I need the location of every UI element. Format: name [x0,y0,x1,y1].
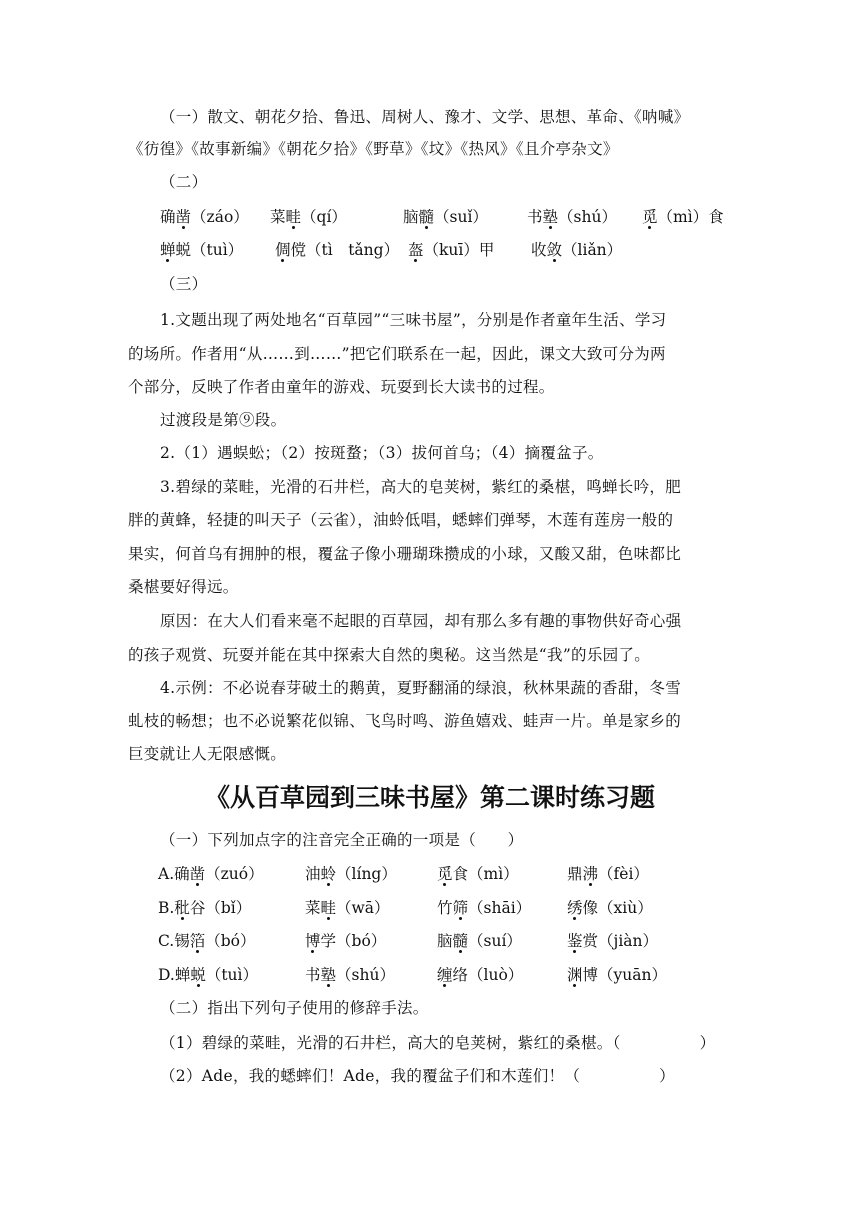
option-cell [158,898,251,918]
pinyin-item [403,207,488,227]
cell-prefix: 鼎 [567,865,583,883]
emphasized-char: 凿 [175,208,192,226]
part2-item: （2）Ade，我的蟋蟀们！Ade，我的覆盆子们和木莲们！（ ） [160,1067,675,1085]
option-cell [158,931,256,951]
option-cell [305,898,390,918]
cell-prefix: 脑 [437,932,453,950]
emphasized-char: 髓 [418,208,435,226]
answer-sec1-line2: 《彷徨》《故事新编》《朝花夕拾》《野草》《坟》《热风》《且介亭杂文》 [128,140,619,158]
emphasized-char: 髓 [452,932,469,950]
option-cell [305,864,397,884]
pinyin-item [270,207,347,227]
pinyin-item [160,207,249,227]
option-cell [567,864,649,884]
q1-line: 的场所。作者用“从……到……”把它们联系在一起，因此，课文大致可分为两 [128,345,666,363]
part2-question: （二）指出下列句子使用的修辞手法。 [160,999,429,1017]
q2-answer: 2.（1）遇蜈蚣；（2）按斑蝥；（3）拔何首乌；（4）摘覆盆子。 [160,444,604,462]
part2-item: （1）碧绿的菜畦，光滑的石井栏，高大的皂荚树，紫红的桑椹。（ ） [160,1034,716,1052]
cell-prefix: 书 [527,208,543,226]
q1-line: 个部分，反映了作者由童年的游戏、玩耍到长大读书的过程。 [128,378,555,396]
q3-line: 果实，何首乌有拥肿的根，覆盆子像小珊瑚珠攒成的小球，又酸又甜，色味都比 [128,545,682,563]
emphasized-char: 秕 [174,899,190,917]
answer-sec2-heading: （二） [160,173,208,191]
emphasized-char: 沸 [582,865,599,883]
emphasized-char: 畦 [320,899,337,917]
answer-sec3-heading: （三） [160,275,208,293]
q1-transition: 过渡段是第⑨段。 [160,411,287,429]
cell-suffix: （suí） [468,932,522,950]
cell-suffix: 络（luò） [452,966,524,984]
cell-prefix: 收 [531,241,547,259]
q1-line: 1.文题出现了两处地名“百草园”“三味书屋”，分别是作者童年生活、学习 [160,311,667,329]
cell-prefix: 脑 [403,208,419,226]
cell-suffix: （líng） [336,865,397,883]
exercise-title: 《从百草园到三味书屋》第二课时练习题 [204,783,655,812]
emphasized-char: 绣 [567,899,583,917]
cell-suffix: 像（xiù） [582,899,653,917]
option-cell [305,931,386,951]
cell-suffix: （bó） [205,932,256,950]
cell-suffix: （tuì） [205,966,258,984]
q3-line: 3.碧绿的菜畦，光滑的石井栏，高大的皂荚树，紫红的桑椹，鸣蝉长吟，肥 [160,478,681,496]
pinyin-item [642,207,724,227]
cell-suffix: （fèi） [598,865,649,883]
option-cell [158,864,264,884]
emphasized-char: 敛 [546,241,563,259]
cell-suffix: 赏（jiàn） [582,932,659,950]
cell-prefix: B. [158,899,175,917]
emphasized-char: 蜕 [190,966,206,984]
cell-suffix: 谷（bǐ） [189,899,252,917]
option-cell [567,965,667,985]
emphasized-char: 觅 [642,208,658,226]
cell-prefix: 确 [160,208,176,226]
cell-suffix: （kuī）甲 [423,241,495,259]
option-cell [437,965,523,985]
cell-suffix: （qí） [301,208,347,226]
cell-suffix: 蜕（tuì） [175,241,244,259]
pinyin-item [160,240,243,260]
emphasized-char: 蝉 [160,241,176,259]
emphasized-char: 觅 [437,865,453,883]
cell-prefix: D.蝉 [158,966,191,984]
q3-line: 胖的黄蜂，轻捷的叫天子（云雀），油蛉低唱，蟋蟀们弹琴，木莲有莲房一般的 [128,511,674,529]
cell-suffix: （shāi） [468,899,532,917]
cell-prefix: 菜 [270,208,286,226]
option-cell [158,965,258,985]
option-cell [567,931,658,951]
emphasized-char: 箔 [189,932,206,950]
option-cell [437,931,522,951]
emphasized-char: 畦 [285,208,302,226]
cell-prefix: 竹 [437,899,453,917]
cell-suffix: （zuó） [205,865,264,883]
pinyin-item [275,240,399,260]
emphasized-char: 塾 [320,966,337,984]
q4-line: 虬枝的畅想；也不必说繁花似锦、飞鸟时鸣、游鱼嬉戏、蛙声一片。单是家乡的 [128,712,682,730]
emphasized-char: 渊 [567,966,583,984]
emphasized-char: 凿 [189,865,206,883]
emphasized-char: 盔 [408,241,424,259]
cell-suffix: 博（yuān） [582,966,667,984]
cell-prefix: C.锡 [158,932,190,950]
emphasized-char: 倜 [275,241,291,259]
answer-sec1-line1: （一）散文、朝花夕拾、鲁迅、周树人、豫才、文学、思想、革命、《呐喊》 [160,108,690,126]
option-cell [305,965,395,985]
cell-suffix: （shú） [336,966,395,984]
q3-reason-line: 原因：在大人们看来毫不起眼的百草园，却有那么多有趣的事物供好奇心强 [160,612,682,630]
cell-prefix: 油 [305,865,321,883]
q4-line: 巨变就让人无限感慨。 [128,745,287,763]
emphasized-char: 蛉 [320,865,337,883]
cell-suffix: 食（mì） [452,865,519,883]
pinyin-item [531,240,622,260]
emphasized-char: 鉴 [567,932,583,950]
option-cell [437,864,519,884]
cell-prefix: 菜 [305,899,321,917]
cell-suffix: （wā） [336,899,390,917]
cell-suffix: 傥（tì tǎng） [290,241,400,259]
q4-line: 4.示例：不必说春芽破土的鹅黄，夏野翻涌的绿浪，秋林果蔬的香甜，冬雪 [160,679,681,697]
pinyin-item [408,240,494,260]
cell-suffix: （záo） [191,208,249,226]
cell-suffix: 学（bó） [320,932,387,950]
cell-prefix: 书 [305,966,321,984]
q3-line: 桑椹要好得远。 [128,578,239,596]
cell-suffix: （suǐ） [434,208,488,226]
cell-suffix: （mì）食 [657,208,724,226]
option-cell [437,898,531,918]
cell-prefix: A.确 [158,865,190,883]
cell-suffix: （liǎn） [562,241,623,259]
cell-suffix: （shú） [558,208,617,226]
emphasized-char: 缠 [437,966,453,984]
part1-question: （一）下列加点字的注音完全正确的一项是（ ） [160,831,524,849]
emphasized-char: 塾 [542,208,559,226]
pinyin-item [527,207,617,227]
emphasized-char: 筛 [452,899,469,917]
q3-reason-line: 的孩子观赏、玩耍并能在其中探索大自然的奥秘。这当然是“我”的乐园了。 [128,646,651,664]
emphasized-char: 博 [305,932,321,950]
option-cell [567,898,653,918]
